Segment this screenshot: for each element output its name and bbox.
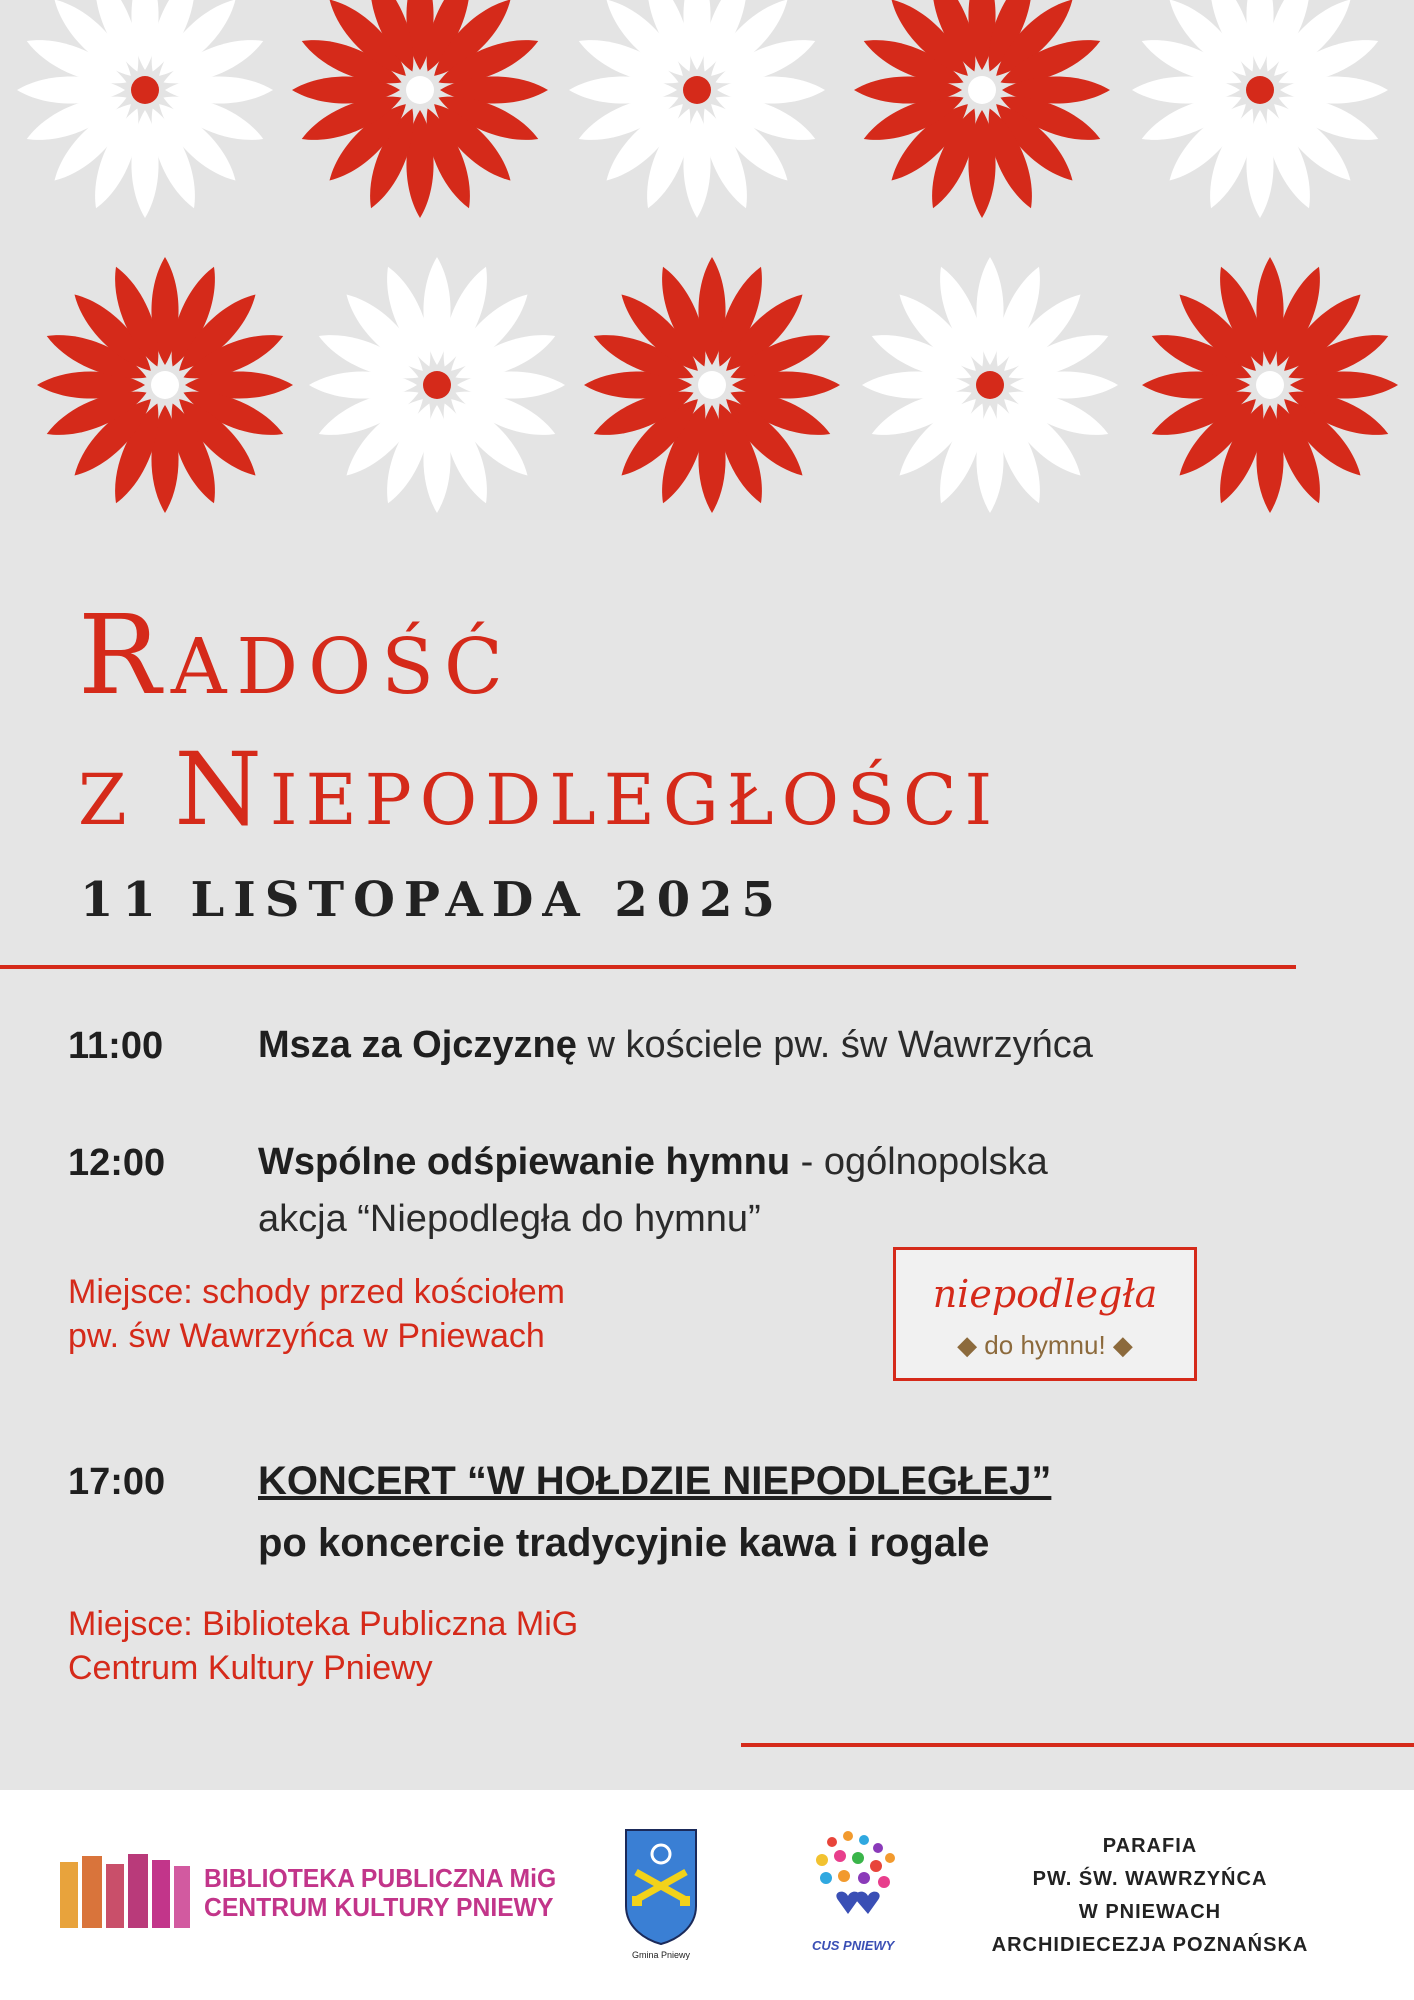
parish-line-4: ARCHIDIECEZJA POZNAŃSKA: [991, 1934, 1309, 1956]
place-item-3-line-2: Centrum Kultury Pniewy: [68, 1649, 433, 1687]
logo-sub-text: ◆ do hymnu! ◆: [957, 1330, 1133, 1360]
desc-item-2-bold: Wspólne odśpiewanie hymnu: [258, 1141, 791, 1183]
time-item-1: 11:00: [68, 1025, 164, 1067]
flower-pattern: [0, 0, 1414, 520]
desc-item-2-rest: - ogólnopolska: [790, 1141, 1048, 1183]
parish-line-2: PW. ŚW. WAWRZYŃCA: [1032, 1868, 1268, 1890]
gmina-label: Gmina Pniewy: [631, 1950, 691, 1960]
flower-pattern-svg: [0, 0, 1414, 520]
library-name-line-1: BIBLIOTEKA PUBLICZNA MiG: [204, 1863, 557, 1893]
cus-pniewy-icon: [812, 1830, 902, 1940]
desc-item-1-bold: Msza za Ojczyznę: [258, 1024, 577, 1066]
divider-top: [0, 965, 1296, 969]
parish-line-3: W PNIEWACH: [1078, 1901, 1222, 1923]
title-line-1: Radość: [78, 591, 513, 719]
desc-item-2-line-2: akcja “Niepodległa do hymnu”: [258, 1198, 761, 1240]
place-item-2-line-2: pw. św Wawrzyńca w Pniewach: [68, 1317, 545, 1355]
library-books-icon: [58, 1852, 198, 1932]
title-line-2: z Niepodległości: [78, 731, 1001, 848]
gmina-crest-icon: [624, 1828, 698, 1946]
concert-title: KONCERT “W HOŁDZIE NIEPODLEGŁEJ”: [258, 1459, 1052, 1503]
concert-subtitle: po koncercie tradycyjnie kawa i rogale: [258, 1521, 990, 1565]
parish-line-1: PARAFIA: [1102, 1835, 1198, 1857]
desc-item-1-rest: w kościele pw. św Wawrzyńca: [576, 1024, 1093, 1066]
parish-name: [960, 1830, 1340, 1962]
logo-script-text: niepodległa: [932, 1272, 1158, 1316]
cus-label: CUS PNIEWY: [812, 1938, 895, 1953]
place-item-2-line-1: Miejsce: schody przed kościołem: [68, 1273, 565, 1311]
place-item-3-line-1: Miejsce: Biblioteka Publiczna MiG: [68, 1605, 579, 1643]
desc-item-1: [258, 1022, 1093, 1068]
event-date: 11 LISTOPADA 2025: [80, 872, 784, 928]
time-item-2: 12:00: [68, 1142, 166, 1184]
time-item-3: 17:00: [68, 1461, 166, 1503]
library-name-line-2: CENTRUM KULTURY PNIEWY: [204, 1892, 554, 1922]
footer-logos: [0, 1790, 1414, 2000]
desc-item-2: [258, 1139, 1048, 1185]
divider-bottom: [741, 1743, 1414, 1747]
library-name: [204, 1864, 556, 1922]
niepodlegla-do-hymnu-logo: [893, 1247, 1197, 1381]
